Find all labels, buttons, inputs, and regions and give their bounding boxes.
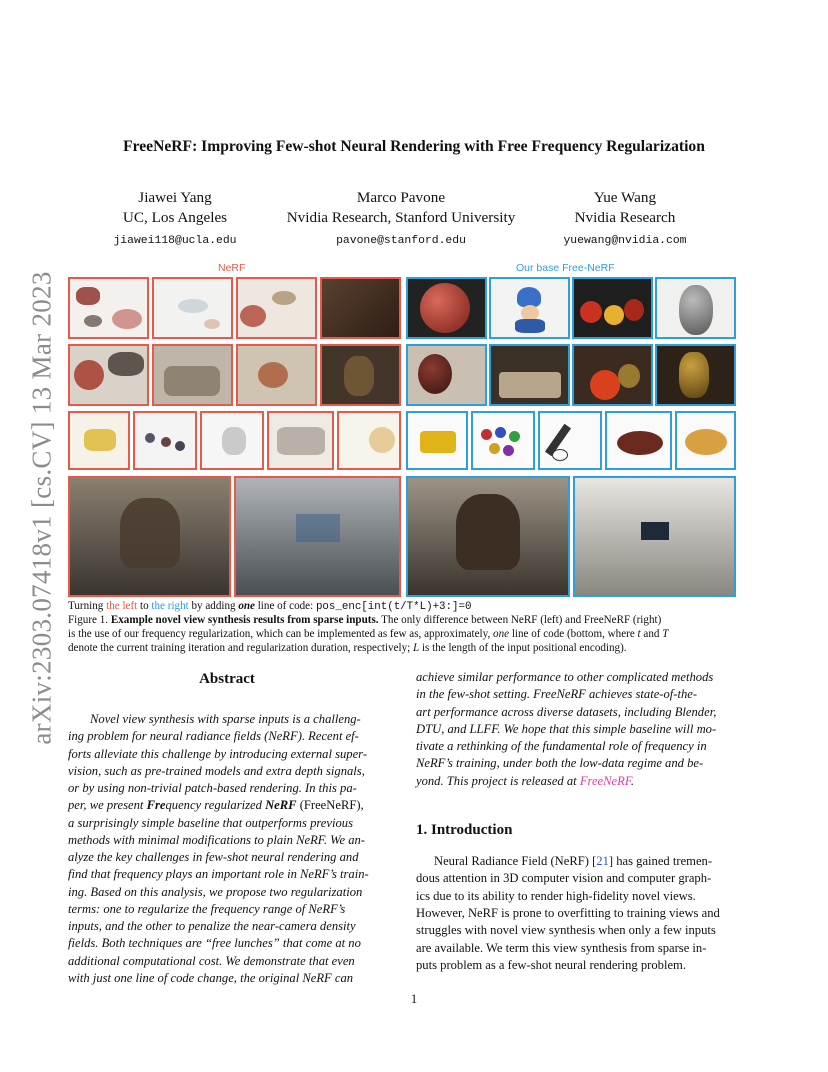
freenerf-render-thumbnail [406, 476, 570, 597]
freenerf-render-thumbnail [572, 277, 653, 339]
nerf-render-thumbnail [337, 411, 401, 470]
intro-text: Neural Radiance Field (NeRF) [ [434, 854, 597, 868]
freenerf-render-thumbnail [471, 411, 535, 470]
abstract-line: in the few-shot setting. FreeNeRF achieves state-of-the- [416, 687, 698, 702]
intro-line: ics due to its ability to render high-fidelity novel views. [416, 888, 696, 903]
nerf-render-thumbnail [236, 344, 317, 406]
caption-math: L [413, 642, 420, 654]
nerf-render-thumbnail [68, 277, 149, 339]
abstract-line: alyze the key challenges in few-shot neural rendering and [68, 850, 359, 864]
abstract-line: Novel view synthesis with sparse inputs is a challeng- [90, 712, 361, 726]
tagline-right-text: the right [151, 600, 189, 612]
figure-caption-line [68, 614, 760, 627]
intro-line: dous attention in 3D computer vision and computer graph- [416, 871, 712, 886]
caption-text: denote the current training iteration and regularization duration, respectively; [68, 642, 411, 654]
figure-caption-line [68, 642, 760, 655]
freenerf-render-thumbnail [675, 411, 736, 470]
section-heading-introduction: 1. Introduction [416, 822, 513, 838]
figure-caption-line [68, 628, 760, 641]
freenerf-render-thumbnail [406, 277, 487, 339]
abstract-text: uency regularized [171, 798, 262, 813]
abstract-emphasis: Fre [146, 798, 166, 813]
abstract-line: fields. Both techniques are “free lunches” that come at no [68, 936, 361, 951]
nerf-render-thumbnail [152, 277, 233, 339]
freenerf-render-thumbnail [489, 344, 570, 406]
abstract-emphasis: NeRF [265, 798, 297, 813]
abstract-heading: Abstract [199, 671, 255, 687]
abstract-line: additional computational cost. We demonstrate that even [68, 953, 355, 968]
author-affiliation: Nvidia Research [574, 209, 676, 226]
author-affiliation: UC, Los Angeles [122, 209, 228, 226]
intro-line: puts problem as a few-shot neural rendering problem. [416, 958, 686, 973]
abstract-line: a surprisingly simple baseline that outperforms previous [68, 815, 353, 830]
author-block [100, 188, 250, 251]
caption-text: The only difference between NeRF (left) and FreeNeRF (right) [381, 614, 662, 626]
intro-line: However, NeRF is prone to overfitting to training views and [416, 906, 720, 921]
abstract-emphasis: q [165, 798, 172, 813]
nerf-render-thumbnail [133, 411, 197, 470]
abstract-line: NeRF’s training, under both the low-data regime and be- [416, 756, 704, 771]
tagline-emphasis: one [238, 600, 255, 612]
project-link[interactable]: FreeNeRF [579, 773, 631, 788]
nerf-render-thumbnail [152, 344, 233, 406]
tagline-left-text: the left [106, 600, 138, 612]
intro-line: are available. We term this view synthesis from sparse in- [416, 940, 707, 955]
intro-text: ] has gained tremen- [608, 854, 713, 868]
nerf-render-thumbnail [68, 344, 149, 406]
arxiv-id-text: arXiv:2303.07418v1 [cs.CV] 13 Mar 2023 [26, 271, 57, 745]
nerf-render-thumbnail [68, 411, 130, 470]
abstract-line: or by using non-trivial patch-based rendering. In this pa- [68, 781, 357, 795]
caption-math: t [637, 628, 641, 640]
author-affiliation: Nvidia Research, Stanford University [286, 209, 516, 226]
nerf-render-thumbnail [200, 411, 264, 470]
freenerf-panel-label: Our base Free-NeRF [516, 262, 615, 274]
caption-text: and [643, 628, 660, 640]
tagline-text: to [137, 600, 152, 612]
author-block [550, 188, 700, 251]
nerf-render-thumbnail [68, 476, 231, 597]
caption-emphasis: one [493, 628, 510, 640]
freenerf-render-thumbnail [406, 344, 487, 406]
freenerf-render-thumbnail [573, 476, 736, 597]
intro-line [416, 853, 738, 870]
figure-tagline [68, 600, 760, 614]
abstract-line: vision, such as pre-trained models and extra depth signals, [68, 763, 365, 778]
author-name: Jiawei Yang [138, 189, 212, 206]
abstract-line: forts alleviate this challenge by introducing external super- [68, 746, 368, 761]
tagline-text: line of code: [254, 600, 316, 612]
abstract-body [68, 711, 386, 987]
caption-text: is the length of the input positional encoding). [421, 642, 627, 654]
caption-label: Figure 1. [68, 614, 109, 626]
freenerf-render-thumbnail [406, 411, 468, 470]
abstract-text: yond. This project is released at [416, 773, 577, 788]
abstract-line [416, 773, 736, 790]
tagline-text: by adding [188, 600, 239, 612]
abstract-line: ing problem for neural radiance fields (NeRF). Recent ef- [68, 729, 359, 744]
caption-math: T [662, 628, 669, 640]
nerf-render-thumbnail [320, 344, 401, 406]
page-number: 1 [410, 992, 418, 1006]
abstract-line: ing. Based on this analysis, we propose two regularization [68, 884, 363, 899]
paper-title: FreeNeRF: Improving Few-shot Neural Rendering with Free Frequency Regularization [123, 138, 705, 155]
author-block [270, 188, 532, 251]
abstract-text: . [630, 773, 635, 788]
abstract-line: art performance across diverse datasets, including Blender, [416, 704, 717, 719]
abstract-body-continued [416, 669, 736, 790]
freenerf-render-thumbnail [489, 277, 570, 339]
author-email[interactable]: pavone@stanford.edu [336, 235, 466, 247]
tagline-code: pos_enc[int(t/T*L)+3:]=0 [315, 601, 472, 613]
abstract-text: per, we present [68, 798, 144, 813]
citation-link[interactable]: 21 [596, 854, 609, 868]
freenerf-render-thumbnail [655, 277, 736, 339]
nerf-render-thumbnail [236, 277, 317, 339]
tagline-text: Turning [68, 600, 107, 612]
nerf-render-thumbnail [267, 411, 334, 470]
introduction-body [416, 853, 738, 974]
caption-text: is the use of our frequency regularization, which can be implemented as few as, approximately, [68, 628, 491, 640]
arxiv-stamp [22, 258, 62, 758]
nerf-panel-label: NeRF [218, 262, 246, 274]
abstract-line: with just one line of code change, the original NeRF can [68, 970, 354, 985]
nerf-render-thumbnail [320, 277, 401, 339]
abstract-line: terms: one to regularize the frequency range of NeRF’s [68, 901, 346, 916]
author-name: Marco Pavone [356, 189, 446, 206]
nerf-render-thumbnail [234, 476, 401, 597]
intro-line: struggles with novel view synthesis when only a few inputs [416, 923, 716, 938]
abstract-line: tivate a rethinking of the fundamental role of frequency in [416, 739, 707, 753]
freenerf-render-thumbnail [572, 344, 653, 406]
author-email[interactable]: jiawei118@ucla.edu [113, 235, 237, 247]
abstract-line: find that frequency plays an important role in NeRF’s train- [68, 867, 369, 882]
caption-bold: Example novel view synthesis results from sparse inputs. [110, 614, 379, 626]
author-email[interactable]: yuewang@nvidia.com [563, 235, 687, 247]
freenerf-render-thumbnail [605, 411, 672, 470]
freenerf-render-thumbnail [538, 411, 602, 470]
freenerf-render-thumbnail [655, 344, 736, 406]
abstract-line [68, 797, 386, 814]
author-name: Yue Wang [593, 189, 657, 206]
abstract-line: inputs, and the other to penalize the near-camera density [68, 919, 356, 933]
abstract-line: achieve similar performance to other complicated methods [416, 670, 714, 684]
abstract-line: methods with minimal modifications to plain NeRF. We an- [68, 832, 365, 847]
abstract-text: (FreeNeRF), [299, 798, 364, 813]
caption-text: line of code (bottom, where [511, 628, 635, 640]
abstract-line: DTU, and LLFF. We hope that this simple baseline will mo- [416, 721, 717, 736]
